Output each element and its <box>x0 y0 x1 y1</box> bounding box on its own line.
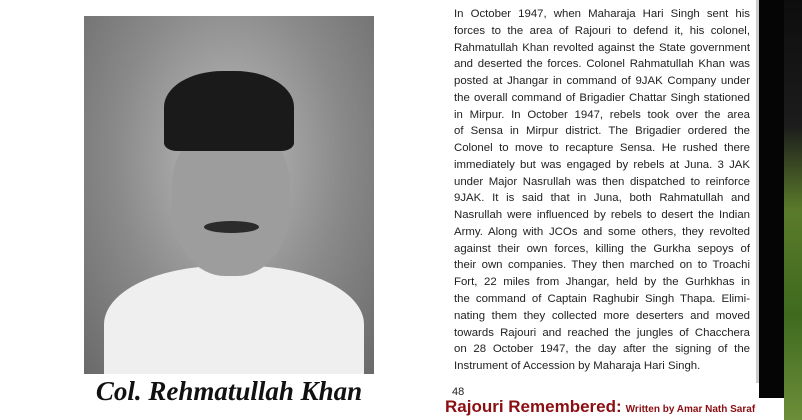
text-line: against their own forces, killing the Gurkha sepoys of <box>454 242 750 255</box>
text-line: their own companies. They then marched on to Troachi <box>454 259 750 272</box>
book-page <box>436 0 759 383</box>
portrait-cap <box>164 71 294 151</box>
book-text <box>454 6 750 375</box>
text-line: nating them they collected more deserters and moved <box>454 309 750 322</box>
text-line: Army. Along with JCOs and some others, they revolted <box>454 225 750 238</box>
text-line: the command of Captain Raghubir Singh Thapa. Elimi- <box>454 293 750 306</box>
portrait-caption: Col. Rehmatullah Khan <box>95 376 363 406</box>
text-line: immediately but was engaged by rebels at Juna. 3 JAK <box>454 158 750 171</box>
text-line: in Mirpur. In October 1947, rebels took over the area <box>454 108 750 121</box>
portrait-moustache <box>204 221 259 233</box>
page-number: 48 <box>452 386 465 398</box>
portrait-shirt <box>104 266 364 374</box>
text-line: of Sensa in Mirpur district. The Brigadier ordered the <box>454 125 750 138</box>
book-title: Rajouri Remembered: <box>445 397 622 416</box>
text-line: Colonel to move to recapture Sensa. He rushed there <box>454 142 750 155</box>
text-line: In October 1947, when Maharaja Hari Singh sent his <box>454 8 750 20</box>
footer-credit <box>445 397 755 417</box>
adjacent-image-dark <box>759 0 785 398</box>
text-line: Rahmatullah Khan revolted against the State government <box>454 41 750 54</box>
text-line: 9JAK. It is said that in Juna, both Rahmatullah and <box>454 192 750 205</box>
text-line: the overall command of Brigadier Chattar Singh stationed <box>454 91 750 104</box>
text-line: forces to the area of Rajouri to defend it, his colonel, <box>454 24 750 37</box>
text-line: under Major Nasrullah was then dispatched to reinforce <box>454 175 750 188</box>
text-line: Fort, 22 miles from Jhangar, held by the Gurhkhas in <box>454 276 750 289</box>
text-line: posted at Jhangar in command of 9JAK Company under <box>454 75 750 88</box>
text-line: Instrument of Accession by Maharaja Hari Singh. <box>454 360 701 373</box>
text-line: Nasrullah were influenced by rebels to desert the Indian <box>454 209 750 222</box>
portrait-photo <box>84 16 374 374</box>
book-author: Written by Amar Nath Saraf <box>625 404 756 415</box>
text-line: towards Rajouri and reached the jungles of Chacchera <box>454 326 750 339</box>
text-line: on 28 October 1947, the day after the signing of the <box>454 343 750 356</box>
adjacent-image-grass <box>784 0 802 420</box>
text-line: and deserted the forces. Colonel Rahmatullah Khan was <box>454 58 750 71</box>
